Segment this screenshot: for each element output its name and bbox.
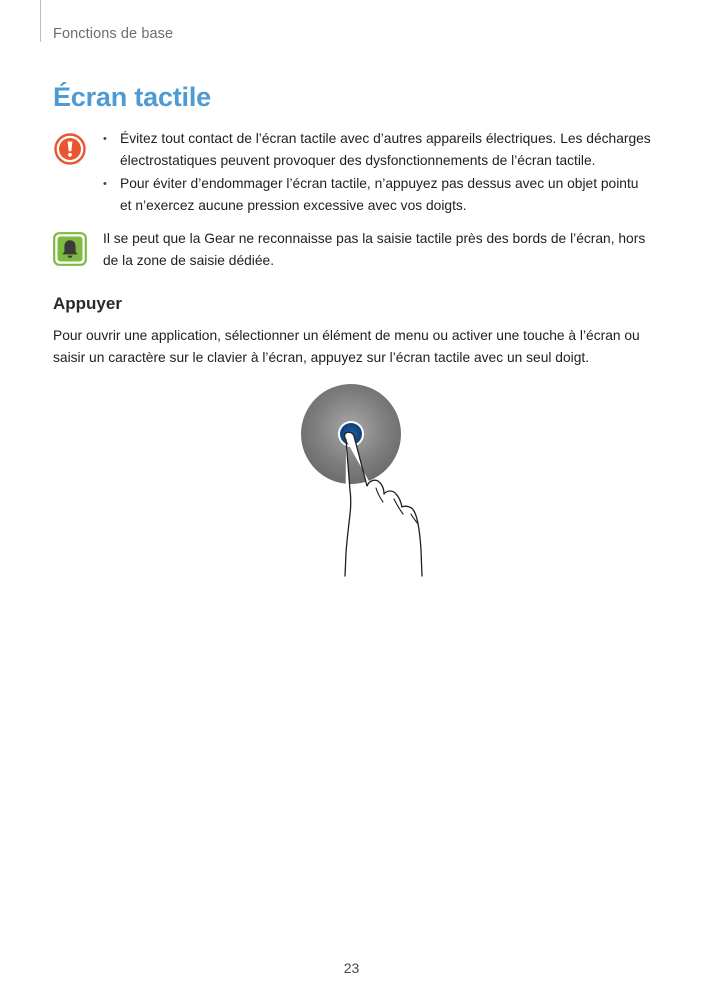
margin-rule <box>40 0 41 42</box>
section-title: Écran tactile <box>53 82 211 112</box>
caution-item: • Pour éviter d’endommager l’écran tactile, n’appuyez pas dessus avec un objet pointu et n’exercez aucune pression excessive avec vos doigts. <box>103 173 651 217</box>
note-text: Il se peut que la Gear ne reconnaisse pas la saisie tactile près des bords de l’écran, hors de la zone de saisie dédiée. <box>103 231 646 268</box>
caution-item: • Évitez tout contact de l’écran tactile avec d’autres appareils électriques. Les décharges électrostatiques peuvent provoquer des dysfonctionnements de l’écran tactile. <box>103 128 651 172</box>
page-number: 23 <box>343 960 360 976</box>
exclamation-shield-icon <box>53 132 87 166</box>
finger-tap-icon <box>295 378 460 578</box>
subsection-title: Appuyer <box>53 294 122 313</box>
running-header: Fonctions de base <box>53 26 174 42</box>
bell-icon <box>53 232 87 266</box>
caution-text <box>103 128 651 218</box>
caution-list <box>103 128 651 217</box>
subsection-paragraph: Pour ouvrir une application, sélectionner un élément de menu ou activer une touche à l’écran ou saisir un caractère sur le clavier à l’écran, appuyez sur l’écran tactile avec un seul doigt. <box>53 328 640 365</box>
